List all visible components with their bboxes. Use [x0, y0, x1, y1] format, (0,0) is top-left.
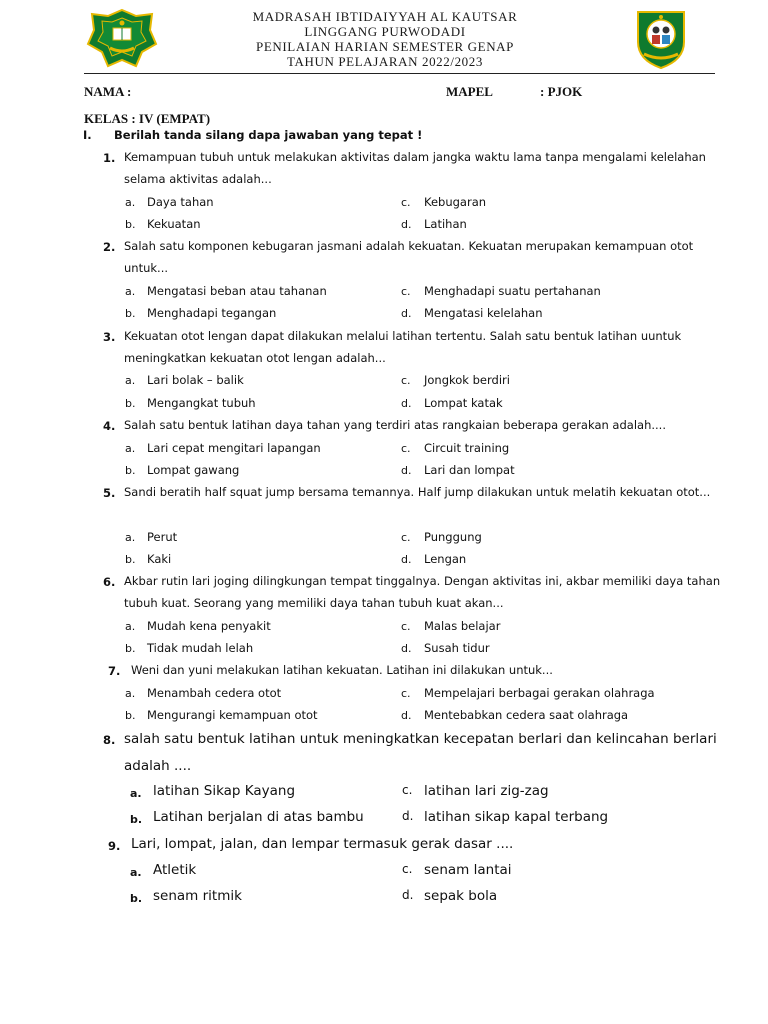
q4-option-b[interactable]: Lompat gawang: [147, 463, 240, 477]
q9-option-b-letter: b.: [130, 892, 143, 905]
q8-option-d[interactable]: latihan sikap kapal terbang: [424, 809, 609, 825]
q9-option-c-letter: c.: [402, 862, 413, 876]
q9-option-d[interactable]: sepak bola: [424, 888, 498, 904]
q9-option-b[interactable]: senam ritmik: [153, 888, 242, 904]
q9-option-a[interactable]: Atletik: [153, 862, 197, 878]
q9-option-d-letter: d.: [402, 888, 414, 902]
question-9-text: Lari, lompat, jalan, dan lempar termasuk gerak dasar ....: [131, 836, 514, 852]
q3-option-b[interactable]: Mengangkat tubuh: [147, 396, 256, 410]
q5-option-a-letter: a.: [125, 531, 136, 544]
question-3-text: Kekuatan otot lengan dapat dilakukan melalui latihan tertentu. Salah satu bentuk latihan uuntuk meningkatkan kekuatan otot lengan adalah...: [124, 329, 682, 365]
question-1-number: 1.: [103, 151, 116, 165]
q6-option-b-letter: b.: [125, 642, 136, 655]
q4-option-a[interactable]: Lari cepat mengitari lapangan: [147, 441, 321, 455]
question-8-text: salah satu bentuk latihan untuk meningkatkan kecepatan berlari dan kelincahan berlari adalah ....: [124, 731, 717, 774]
school-name: MADRASAH IBTIDAIYYAH AL KAUTSAR: [252, 9, 518, 24]
q6-option-d[interactable]: Susah tidur: [424, 641, 490, 655]
q7-option-a[interactable]: Menambah cedera otot: [147, 686, 282, 700]
question-4-number: 4.: [103, 419, 116, 433]
q2-option-b[interactable]: Menghadapi tegangan: [147, 306, 277, 320]
q4-option-b-letter: b.: [125, 464, 136, 477]
document-header: [0, 0, 768, 78]
q6-option-a[interactable]: Mudah kena penyakit: [147, 619, 271, 633]
exam-title: PENILAIAN HARIAN SEMESTER GENAP: [255, 39, 514, 54]
q4-option-d-letter: d.: [401, 464, 412, 477]
question-4-text: Salah satu bentuk latihan daya tahan yang terdiri atas rangkaian beberapa gerakan adalah....: [124, 418, 666, 432]
q7-option-b-letter: b.: [125, 709, 136, 722]
q2-option-d-letter: d.: [401, 307, 412, 320]
q4-option-a-letter: a.: [125, 442, 136, 455]
kelas-label: KELAS : IV (EMPAT): [84, 111, 211, 126]
question-6-number: 6.: [103, 575, 116, 589]
academic-year: TAHUN PELAJARAN 2022/2023: [287, 54, 483, 69]
q9-option-a-letter: a.: [130, 866, 142, 879]
q8-option-a-letter: a.: [130, 787, 142, 800]
q2-option-b-letter: b.: [125, 307, 136, 320]
q6-option-c-letter: c.: [401, 620, 411, 633]
question-9-number: 9.: [108, 839, 121, 853]
q2-option-a[interactable]: Mengatasi beban atau tahanan: [147, 284, 327, 298]
question-7-number: 7.: [108, 664, 121, 678]
q1-option-a[interactable]: Daya tahan: [147, 195, 214, 209]
madrasah-logo: [632, 8, 690, 70]
q3-option-d[interactable]: Lompat katak: [424, 396, 503, 410]
q3-option-a-letter: a.: [125, 374, 136, 387]
q2-option-d[interactable]: Mengatasi kelelahan: [424, 306, 543, 320]
q6-option-c[interactable]: Malas belajar: [424, 619, 501, 633]
question-2-number: 2.: [103, 240, 116, 254]
q4-option-c-letter: c.: [401, 442, 411, 455]
q8-option-d-letter: d.: [402, 809, 414, 823]
school-location: LINGGANG PURWODADI: [304, 24, 466, 39]
question-7-text: Weni dan yuni melakukan latihan kekuatan. Latihan ini dilakukan untuk...: [131, 663, 553, 677]
question-3-number: 3.: [103, 330, 116, 344]
mapel-value: : PJOK: [540, 84, 583, 99]
question-6-text: Akbar rutin lari joging dilingkungan tempat tinggalnya. Dengan aktivitas ini, akbar memiliki daya tahan tubuh kuat. Seorang yang memiliki daya tahan tubuh kuat akan...: [124, 574, 721, 610]
q8-option-c[interactable]: latihan lari zig-zag: [424, 783, 549, 799]
q7-option-d[interactable]: Mentebabkan cedera saat olahraga: [424, 708, 629, 722]
q8-option-c-letter: c.: [402, 783, 413, 797]
q5-option-a[interactable]: Perut: [147, 530, 178, 544]
q1-option-c[interactable]: Kebugaran: [424, 195, 487, 209]
q6-option-a-letter: a.: [125, 620, 136, 633]
section-number: I.: [83, 128, 92, 142]
mapel-label: MAPEL: [446, 84, 493, 99]
q7-option-d-letter: d.: [401, 709, 412, 722]
q2-option-c[interactable]: Menghadapi suatu pertahanan: [424, 284, 601, 298]
question-2-text: Salah satu komponen kebugaran jasmani adalah kekuatan. Kekuatan merupakan kemampuan otot untuk...: [124, 239, 694, 275]
q4-option-c[interactable]: Circuit training: [424, 441, 510, 455]
q2-option-a-letter: a.: [125, 285, 136, 298]
q7-option-a-letter: a.: [125, 687, 136, 700]
q1-option-d-letter: d.: [401, 218, 412, 231]
q5-option-b-letter: b.: [125, 553, 136, 566]
q4-option-d[interactable]: Lari dan lompat: [424, 463, 515, 477]
q1-option-b-letter: b.: [125, 218, 136, 231]
q5-option-c[interactable]: Punggung: [424, 530, 482, 544]
header-divider: [84, 73, 715, 74]
q7-option-c[interactable]: Mempelajari berbagai gerakan olahraga: [424, 686, 655, 700]
kemenag-logo: [86, 8, 158, 68]
q8-option-a[interactable]: latihan Sikap Kayang: [153, 783, 296, 799]
q1-option-c-letter: c.: [401, 196, 411, 209]
q1-option-d[interactable]: Latihan: [424, 217, 467, 231]
q3-option-c[interactable]: Jongkok berdiri: [424, 373, 510, 387]
q6-option-d-letter: d.: [401, 642, 412, 655]
q7-option-b[interactable]: Mengurangi kemampuan otot: [147, 708, 318, 722]
q5-option-d-letter: d.: [401, 553, 412, 566]
q2-option-c-letter: c.: [401, 285, 411, 298]
q1-option-b[interactable]: Kekuatan: [147, 217, 201, 231]
q3-option-c-letter: c.: [401, 374, 411, 387]
q5-option-b[interactable]: Kaki: [147, 552, 172, 566]
question-1-text: Kemampuan tubuh untuk melakukan aktivitas dalam jangka waktu lama tanpa mengalami kelelahan selama aktivitas adalah...: [124, 150, 706, 186]
q5-option-d[interactable]: Lengan: [424, 552, 467, 566]
question-5-text: Sandi beratih half squat jump bersama temannya. Half jump dilakukan untuk melatih kekuatan otot...: [124, 485, 711, 499]
question-8-number: 8.: [103, 733, 116, 747]
q6-option-b[interactable]: Tidak mudah lelah: [147, 641, 254, 655]
question-5-number: 5.: [103, 486, 116, 500]
q3-option-d-letter: d.: [401, 397, 412, 410]
q8-option-b-letter: b.: [130, 813, 143, 826]
q9-option-c[interactable]: senam lantai: [424, 862, 512, 878]
nama-label: NAMA :: [84, 84, 132, 99]
q3-option-b-letter: b.: [125, 397, 136, 410]
section-instruction: Berilah tanda silang dapa jawaban yang tepat !: [114, 128, 423, 142]
q8-option-b[interactable]: Latihan berjalan di atas bambu: [153, 809, 364, 825]
q7-option-c-letter: c.: [401, 687, 411, 700]
q3-option-a[interactable]: Lari bolak – balik: [147, 373, 244, 387]
q5-option-c-letter: c.: [401, 531, 411, 544]
q1-option-a-letter: a.: [125, 196, 136, 209]
